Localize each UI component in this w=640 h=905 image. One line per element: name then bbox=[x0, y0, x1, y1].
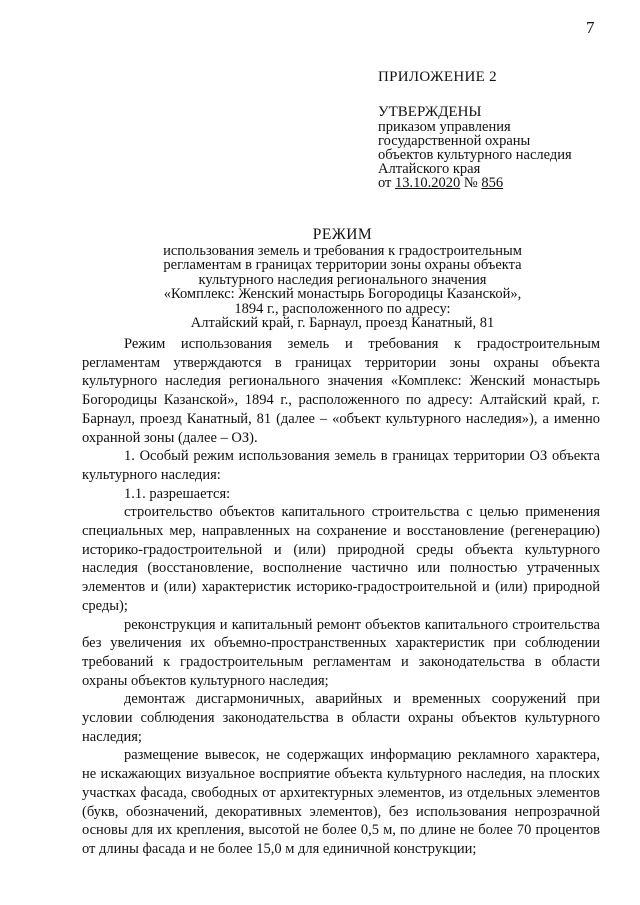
title-line: культурного наследия регионального значения bbox=[198, 271, 487, 288]
paragraph-construction: строительство объектов капитального строительства с целью применения специальных мер, направленных на сохранение и восстановление (регенерацию) историко-градостроительной и (или) природной среды объекта культурного наследия (восстановление, восполнение частично или полностью утраченных элементов и (или) характеристик историко-градостроительной и (или) природной среды); bbox=[82, 504, 600, 614]
date-prefix: от bbox=[378, 175, 396, 191]
order-number: 856 bbox=[481, 175, 504, 191]
paragraph-intro: Режим использования земель и требования к градостроительным регламентам утверждаются в границах территории зоны охраны объекта культурного наследия регионального значения «Комплекс: Женский монастырь Богородицы Казанской», 1894 г., расположенного по адресу: Алтайский край, г. Барнаул, проезд Канатный, 81 (далее – «объект культурного наследия»), а именно охранной зоны (далее – ОЗ). bbox=[82, 336, 600, 446]
annex-heading: ПРИЛОЖЕНИЕ 2 bbox=[378, 69, 497, 85]
body-text bbox=[82, 335, 600, 859]
paragraph-subsection-1-1: 1.1. разрешается: bbox=[124, 485, 231, 502]
approval-line: приказом управления bbox=[378, 119, 511, 135]
approval-line: государственной охраны bbox=[378, 133, 531, 149]
title-line: Алтайский край, г. Барнаул, проезд Канатный, 81 bbox=[190, 315, 495, 331]
title-block bbox=[90, 228, 595, 331]
paragraph-section-1: 1. Особый режим использования земель в границах территории ОЗ объекта культурного наследия: bbox=[82, 448, 600, 483]
paragraph-signage: размещение вывесок, не содержащих информацию рекламного характера, не искажающих визуальное восприятие объекта культурного наследия, на плоских участках фасада, свободных от архитектурных элементов, из отдельных элементов (букв, обозначений, декоративных элементов), без использования непрозрачной основы для их крепления, высотой не более 0,5 м, по длине не более 70 процентов от длины фасада и не более 15,0 м для единичной конструкции; bbox=[82, 747, 600, 857]
document-title: РЕЖИМ bbox=[312, 226, 373, 243]
page-number: 7 bbox=[586, 18, 595, 37]
title-line: 1894 г., расположенного по адресу: bbox=[234, 300, 451, 317]
approval-block bbox=[378, 70, 628, 190]
paragraph-demolition: демонтаж дисгармоничных, аварийных и временных сооружений при условии соблюдения законодательства в области охраны объектов культурного наследия; bbox=[82, 691, 600, 745]
paragraph-reconstruction: реконструкция и капитальный ремонт объектов капитального строительства без увеличения их объемно-пространственных характеристик при соблюдении требований к градостроительным регламентам и законодательства в области охраны объектов культурного наследия; bbox=[82, 616, 600, 689]
title-line: «Комплекс: Женский монастырь Богородицы Казанской», bbox=[163, 286, 522, 302]
approval-date-line bbox=[378, 176, 628, 190]
approval-line: объектов культурного наследия bbox=[378, 147, 572, 163]
number-prefix: № bbox=[460, 175, 482, 191]
order-date: 13.10.2020 bbox=[395, 175, 461, 191]
approval-line: Алтайского края bbox=[378, 161, 481, 177]
title-line: использования земель и требования к градостроительным bbox=[163, 242, 522, 259]
approved-heading: УТВЕРЖДЕНЫ bbox=[378, 104, 482, 120]
title-line: регламентам в границах территории зоны охраны объекта bbox=[163, 257, 522, 273]
